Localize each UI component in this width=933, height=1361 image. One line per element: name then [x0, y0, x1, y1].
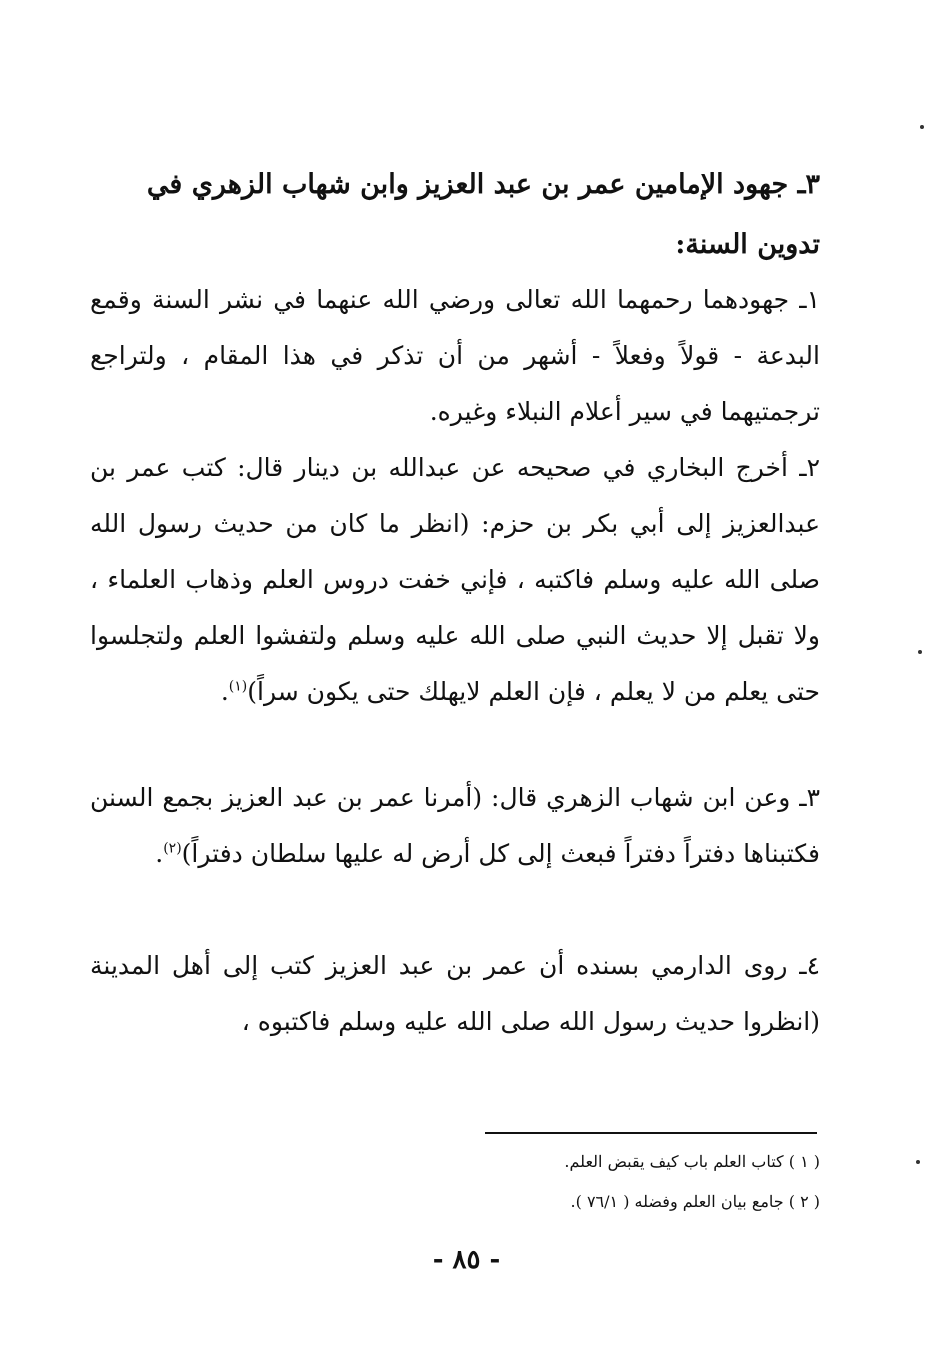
paragraph-4-text: ٤ـ روى الدارمي بسنده أن عمر بن عبد العزيز كتب إلى أهل المدينة (انظروا حديث رسول الله صلى الله عليه وسلم فاكتبوه ،	[90, 951, 820, 1036]
page-number: - ٨٥ -	[432, 1245, 501, 1275]
heading-line-2: تدوين السنة:	[675, 229, 820, 260]
paragraph-3	[90, 770, 820, 882]
paragraph-3-text: ٣ـ وعن ابن شهاب الزهري قال: (أمرنا عمر بن عبد العزيز بجمع السنن فكتبناها دفتراً دفتراً فبعث إلى كل أرض له عليها سلطان دفتراً)	[90, 783, 820, 868]
heading-line-1: ٣ـ جهود الإمامين عمر بن عبد العزيز وابن شهاب الزهري في	[146, 169, 820, 200]
footnote-ref-2: (٢)	[163, 840, 182, 857]
section-heading	[90, 155, 820, 275]
paragraph-4	[90, 938, 820, 1050]
scan-speck	[918, 650, 922, 654]
paragraph-3-end: .	[155, 839, 164, 868]
paragraph-2-text: ٢ـ أخرج البخاري في صحيحه عن عبدالله بن دينار قال: كتب عمر بن عبدالعزيز إلى أبي بكر بن حزم: (انظر ما كان من حديث رسول الله صلى الله عليه وسلم فاكتبه ، فإني خفت دروس العلم وذهاب العلماء ، ولا تقبل إلا حديث النبي صلى الله عليه وسلم ولتفشوا العلم ولتجلسوا حتى يعلم من لا يعلم ، فإن العلم لايهلك حتى يكون سراً)	[90, 453, 820, 706]
footnote-ref-1: (١)	[228, 678, 248, 695]
paragraph-2-end: .	[220, 677, 229, 706]
footnote-1: ( ١ ) كتاب العلم باب كيف يقبض العلم.	[564, 1152, 820, 1171]
paragraph-1	[90, 272, 820, 440]
scan-speck	[920, 125, 924, 129]
paragraph-1-text: ١ـ جهودهما رحمهما الله تعالى ورضي الله عنهما في نشر السنة وقمع البدعة - قولاً وفعلاً - أشهر من أن تذكر في هذا المقام ، ولتراجع ترجمتيهما في سير أعلام النبلاء وغيره.	[90, 285, 820, 426]
footnote-2: ( ٢ ) جامع بيان العلم وفضله ( ٧٦/١ ).	[570, 1192, 820, 1211]
paragraph-2	[90, 440, 820, 720]
scan-speck	[916, 1160, 920, 1164]
footnote-divider	[485, 1132, 817, 1134]
